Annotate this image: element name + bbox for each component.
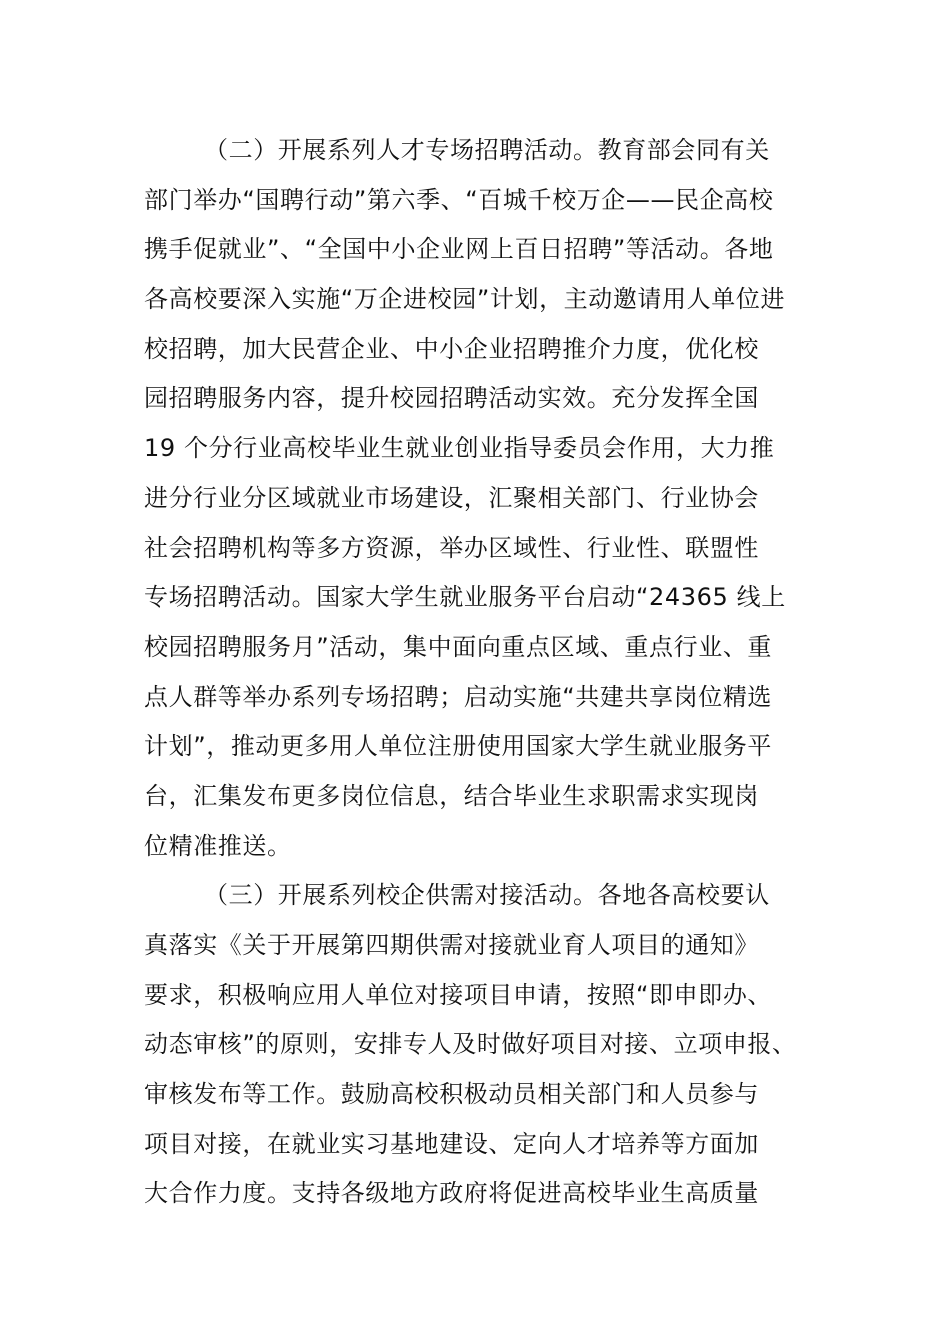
text-line: 专场招聘活动。国家大学生就业服务平台启动“24365 线上 bbox=[144, 583, 786, 612]
text-line: 社会招聘机构等多方资源，举办区域性、行业性、联盟性 bbox=[144, 533, 759, 562]
text-line: 审核发布等工作。鼓励高校积极动员相关部门和人员参与 bbox=[144, 1080, 759, 1109]
text-line: 校园招聘服务月”活动，集中面向重点区域、重点行业、重 bbox=[144, 632, 773, 661]
text-line: 19 个分行业高校毕业生就业创业指导委员会作用，大力推 bbox=[144, 434, 775, 463]
text-line: （三）开展系列校企供需对接活动。各地各高校要认 bbox=[204, 881, 770, 910]
text-line: 位精准推送。 bbox=[144, 831, 292, 860]
text-line: 部门举办“国聘行动”第六季、“百城千校万企——民企高校 bbox=[144, 185, 774, 214]
text-line: 真落实《关于开展第四期供需对接就业育人项目的通知》 bbox=[144, 931, 759, 959]
text-line: 携手促就业”、“全国中小企业网上百日招聘”等活动。各地 bbox=[144, 235, 774, 264]
text-line: 大合作力度。支持各级地方政府将促进高校毕业生高质量 bbox=[144, 1179, 759, 1208]
text-line: 各高校要深入实施“万企进校园”计划，主动邀请用人单位进 bbox=[144, 285, 786, 314]
text-line: 园招聘服务内容，提升校园招聘活动实效。充分发挥全国 bbox=[144, 384, 759, 413]
text-line: 校招聘，加大民营企业、中小企业招聘推介力度，优化校 bbox=[144, 334, 759, 363]
document-body bbox=[144, 126, 806, 1219]
text-line: 项目对接，在就业实习基地建设、定向人才培养等方面加 bbox=[144, 1129, 759, 1158]
text-line: 点人群等举办系列专场招聘；启动实施“共建共享岗位精选 bbox=[144, 682, 773, 711]
text-line: 计划”，推动更多用人单位注册使用国家大学生就业服务平 bbox=[144, 732, 773, 761]
text-line: （二）开展系列人才专场招聘活动。教育部会同有关 bbox=[204, 136, 770, 164]
text-line: 进分行业分区域就业市场建设，汇聚相关部门、行业协会 bbox=[144, 483, 759, 512]
text-line: 要求，积极响应用人单位对接项目申请，按照“即申即办、 bbox=[144, 980, 773, 1009]
text-line: 动态审核”的原则，安排专人及时做好项目对接、立项申报、 bbox=[144, 1030, 797, 1059]
text-line: 台，汇集发布更多岗位信息，结合毕业生求职需求实现岗 bbox=[144, 781, 759, 810]
